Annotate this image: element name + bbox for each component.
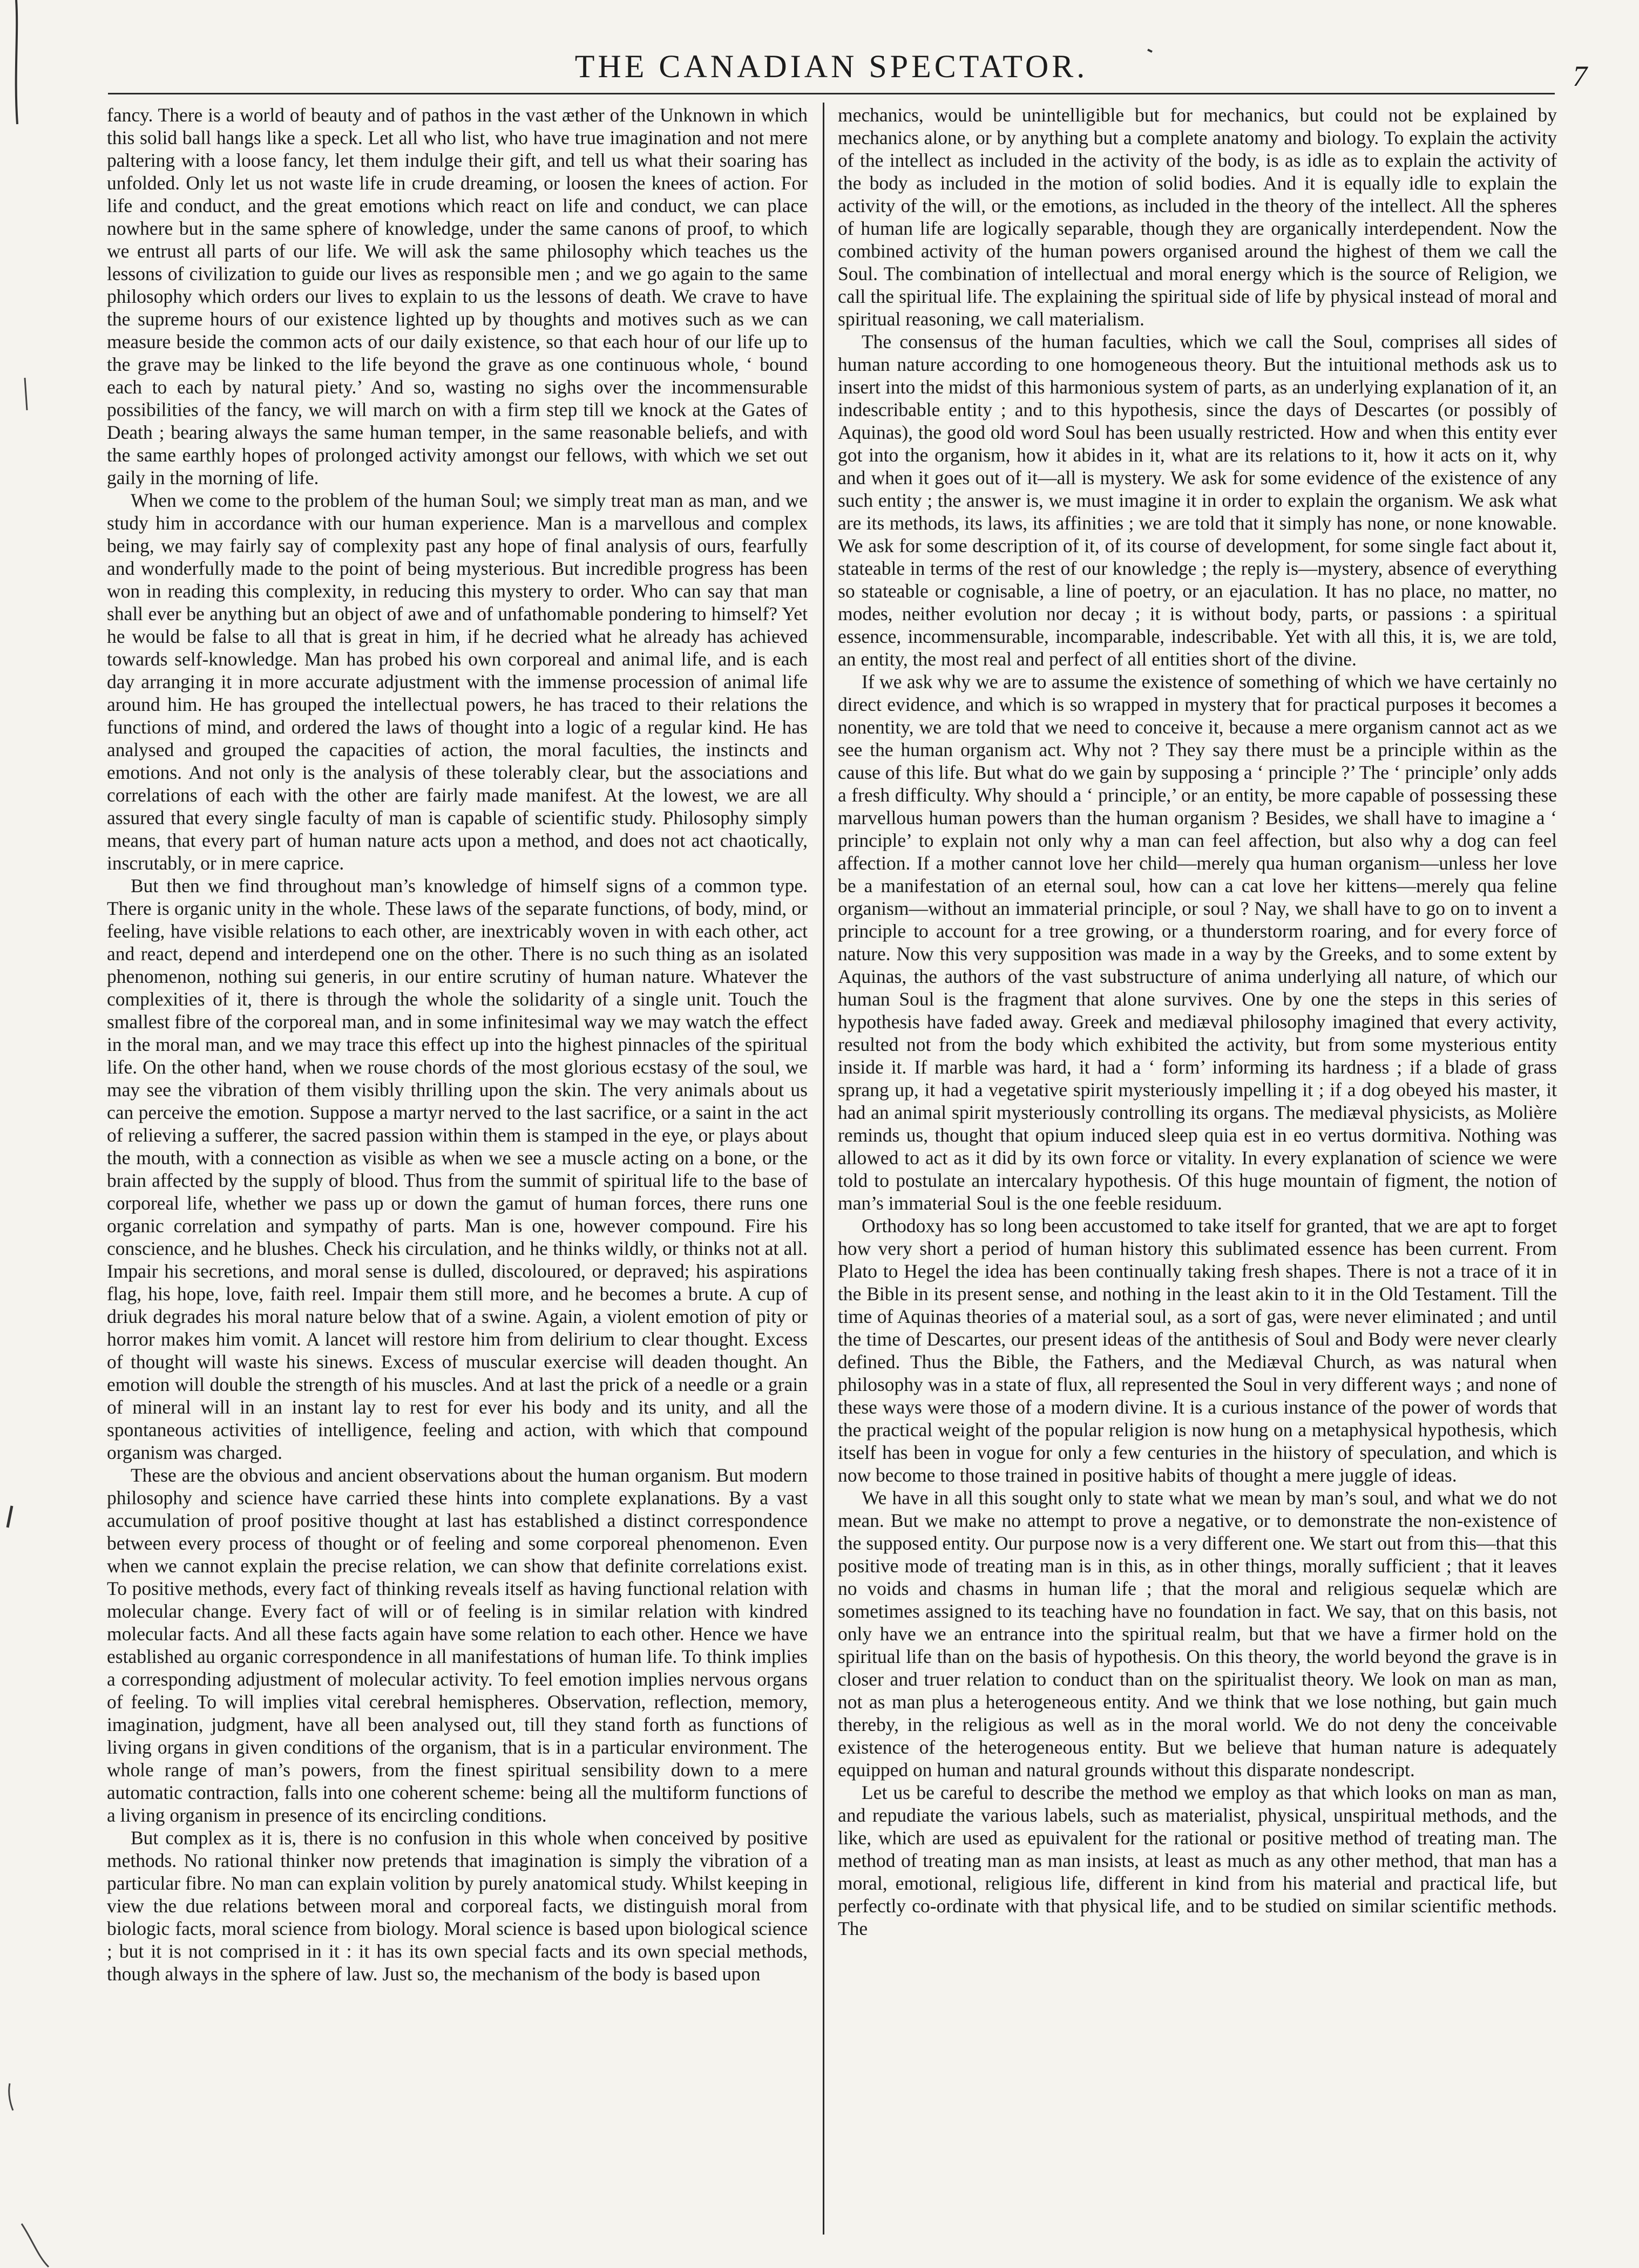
paragraph: The consensus of the human faculties, which we call the Soul, comprises all sides of human nature according to one homogeneous theory. But the intuitional methods ask us to insert into the midst of this harmonious system of parts, as an underlying explanation of it, an indescribable entity ; and to this hypothesis, since the days of Descartes (or possibly of Aquinas), the good old word Soul has been usually restricted. How and when this entity ever got into the organism, how it abides in it, what are its relations to it, how it acts on it, why and when it goes out of it—all is mystery. We ask for some evidence of the existence of any such entity ; the answer is, we must imagine it in order to explain the organism. We ask what are its methods, its laws, its affinities ; we are told that it simply has none, or none knowable. We ask for some description of it, of its course of development, for some single fact about it, stateable in terms of the rest of our knowledge ; the reply is—mystery, absence of everything so stateable or cognisable, a line of poetry, or an ejaculation. It has no place, no matter, no modes, neither evolution nor decay ; it is without body, parts, or passions : a spiritual essence, incommensurable, incomparable, indescribable. Yet with all this, it is, we are told, an entity, the most real and perfect of all entities short of the divine. <box>838 331 1557 670</box>
paragraph: But complex as it is, there is no confusion in this whole when conceived by positive methods. No rational thinker now pretends that imagination is simply the vibration of a particular fibre. No man can explain volition by purely anatomical study. Whilst keeping in view the due relations between moral and corporeal facts, we distinguish moral from biologic facts, moral science from biology. Moral science is based upon biological science ; but it is not comprised in it : it has its own special facts and its own special methods, though always in the sphere of law. Just so, the mechanism of the body is based upon <box>107 1827 808 1985</box>
binding-edge-mark <box>16 0 17 124</box>
paragraph: fancy. There is a world of beauty and of pathos in the vast æther of the Unknown in which this solid ball hangs like a speck. Let all who list, who have true imagination and not mere paltering with a loose fancy, let them indulge their gift, and tell us what their soaring has unfolded. Only let us not waste life in crude dreaming, or loosen the knees of action. For life and conduct, and the great emotions which react on life and conduct, we can place nowhere but in the same sphere of knowledge, under the same canons of proof, to which we entrust all parts of our life. We will ask the same philosophy which teaches us the lessons of civilization to guide our lives as responsible men ; and we go again to the same philosophy which orders our lives to explain to us the lessons of death. We crave to have the supreme hours of our existence lighted up by thoughts and motives such as we can measure beside the common acts of our daily existence, so that each hour of our life up to the grave may be linked to the life beyond the grave as one continuous whole, ‘ bound each to each by natural piety.’ And so, wasting no sighs over the incommensurable possibilities of the fancy, we will march on with a firm step till we knock at the Gates of Death ; bearing always the same human temper, in the same reasonable beliefs, and with the same earthly hopes of prolonged activity amongst our fellows, with which we set out gaily in the morning of life. <box>107 104 808 488</box>
page-header <box>108 43 1587 92</box>
paragraph: These are the obvious and ancient observations about the human organism. But modern philosophy and science have carried these hints into complete explanations. By a vast accumulation of proof positive thought at last has established a distinct correspondence between every process of thought or of feeling and some corporeal phenomenon. Even when we cannot explain the precise relation, we can show that definite correlations exist. To positive methods, every fact of thinking reveals itself as having functional relation with molecular change. Every fact of will or of feeling is in similar relation with kindred molecular facts. And all these facts again have some relation to each other. Hence we have established au organic correspondence in all manifestations of human life. To think implies a corresponding adjustment of molecular activity. To feel emotion implies nervous organs of feeling. To will implies vital cerebral hemispheres. Observation, reflection, memory, imagination, judgment, have all been analysed out, till they stand forth as functions of living organs in given conditions of the organism, that is in a particular environment. The whole range of man’s powers, from the finest spiritual sensibility down to a mere automatic contraction, falls into one coherent scheme: being all the multiform functions of a living organism in presence of its encircling conditions. <box>107 1464 808 1826</box>
left-column <box>107 104 808 2241</box>
paragraph: Let us be careful to describe the method we employ as that which looks on man as man, and repudiate the various labels, such as materialist, physical, unspiritual methods, and the like, which are used as epuivalent for the rational or positive method of treating man. The method of treating man as man insists, at least as much as any other method, that man has a moral, emotional, religious life, different in kind from his material and practical life, but perfectly co-ordinate with that physical life, and to be studied on similar scientific methods. The <box>838 1782 1557 1939</box>
margin-tick-mark <box>8 1506 12 1527</box>
margin-tick-mark <box>9 2083 13 2110</box>
corner-mark <box>22 2224 49 2267</box>
page-number: 7 <box>1573 60 1587 92</box>
right-column <box>838 104 1557 2241</box>
paragraph: But then we find throughout man’s knowledge of himself signs of a common type. There is organic unity in the whole. These laws of the separate functions, of body, mind, or feeling, have visible relations to each other, are inextricably woven in with each other, act and react, depend and interdepend one on the other. There is no such thing as an isolated phenomenon, nothing sui generis, in our entire scrutiny of human nature. Whatever the complexities of it, there is through the whole the solidarity of a single unit. Touch the smallest fibre of the corporeal man, and in some infinitesimal way we may watch the effect in the moral man, and we may trace this effect up into the highest pinnacles of the spiritual life. On the other hand, when we rouse chords of the most glorious ecstasy of the soul, we may see the vibration of them visibly thrilling upon the skin. The very animals about us can perceive the emotion. Suppose a martyr nerved to the last sacrifice, or a saint in the act of relieving a sufferer, the sacred passion within them is stamped in the eye, or plays about the mouth, with a connection as visible as when we see a muscle acting on a bone, or the brain affected by the supply of blood. Thus from the summit of spiritual life to the base of corporeal life, whether we pass up or down the gamut of human forces, there runs one organic correlation and sympathy of parts. Man is one, however compound. Fire his conscience, and he blushes. Check his circulation, and he thinks wildly, or thinks not at all. Impair his secretions, and moral sense is dulled, discoloured, or depraved; his aspirations flag, his hope, love, faith reel. Impair them still more, and he becomes a brute. A cup of driuk degrades his moral nature below that of a swine. Again, a violent emotion of pity or horror makes him vomit. A lancet will restore him from delirium to clear thought. Excess of thought will waste his sinews. Excess of muscular exercise will deaden thought. An emotion will double the strength of his muscles. And at last the prick of a needle or a grain of mineral will in an instant lay to rest for ever his body and its unity, and all the spontaneous activities of intelligence, feeling and action, with which that compound organism was charged. <box>107 875 808 1463</box>
paragraph: When we come to the problem of the human Soul; we simply treat man as man, and we study him in accordance with our human experience. Man is a marvellous and complex being, we may fairly say of complexity past any hope of final analysis of ours, fearfully and wonderfully made to the point of being mysterious. But incredible progress has been won in reading this complexity, in reducing this mystery to order. Who can say that man shall ever be anything but an object of awe and of unfathomable pondering to himself? Yet he would be false to all that is great in him, if he decried what he already has achieved towards self-knowledge. Man has probed his own corporeal and animal life, and is each day arranging it in more accurate adjustment with the immense procession of animal life around him. He has grouped the intellectual powers, he has traced to their relations the functions of mind, and ordered the laws of thought into a logic of a regular kind. He has analysed and grouped the capacities of action, the moral faculties, the instincts and emotions. And not only is the analysis of these tolerably clear, but the associations and correlations of each with the other are fairly made manifest. At the lowest, we are all assured that every single faculty of man is capable of scientific study. Philosophy simply means, that every part of human nature acts upon a method, and does not act chaotically, inscrutably, or in mere caprice. <box>107 490 808 874</box>
paragraph: Orthodoxy has so long been accustomed to take itself for granted, that we are apt to forget how very short a period of human history this sublimated essence has been current. From Plato to Hegel the idea has been continually taking fresh shapes. There is not a trace of it in the Bible in its present sense, and nothing in the least akin to it in the Old Testament. Till the time of Aquinas theories of a material soul, as a sort of gas, were never eliminated ; and until the time of Descartes, our present ideas of the antithesis of Soul and Body were never clearly defined. Thus the Bible, the Fathers, and the Mediæval Church, as was natural when philosophy was in a state of flux, all represented the Soul in very different ways ; and none of these ways were those of a modern divine. It is a curious instance of the power of words that the practical weight of the popular religion is now hung on a metaphysical hypothesis, which itself has been in vogue for only a few centuries in the hiistory of speculation, and which is now become to those trained in positive habits of thought a mere juggle of ideas. <box>838 1215 1557 1486</box>
paragraph: We have in all this sought only to state what we mean by man’s soul, and what we do not mean. But we make no attempt to prove a negative, or to demonstrate the non-existence of the supposed entity. Our purpose now is a very different one. We start out from this—that this positive mode of treating man is in this, as in other things, morally sufficient ; that it leaves no voids and chasms in human life ; that the moral and religious sequelæ which are sometimes assigned to its teaching have no foundation in fact. We say, that on this basis, not only have we an entrance into the spiritual realm, but that we have a firmer hold on the spiritual life than on the basis of hypothesis. On this theory, the world beyond the grave is in closer and truer relation to conduct than on the spiritualist theory. We look on man as man, not as man plus a heterogeneous entity. And we think that we lose nothing, but gain much thereby, in the religious as well as in the moral world. We do not deny the conceivable existence of the heterogeneous entity. But we believe that human nature is adequately equipped on human and natural grounds without this disparate nondescript. <box>838 1487 1557 1781</box>
paragraph: mechanics, would be unintelligible but for mechanics, but could not be explained by mechanics alone, or by anything but a complete anatomy and biology. To explain the activity of the intellect as included in the activity of the body, is as idle as to explain the activity of the body as included in the motion of solid bodies. And it is equally idle to explain the activity of the will, or the emotions, as included in the theory of the intellect. All the spheres of human life are logically separable, though they are organically interdependent. Now the combined activity of the human powers organised around the highest of them we call the Soul. The combination of intellectual and moral energy which is the source of Religion, we call the spiritual life. The explaining the spiritual side of life by physical instead of moral and spiritual reasoning, we call materialism. <box>838 104 1557 330</box>
column-divider <box>823 103 824 2235</box>
header-rule <box>108 93 1555 94</box>
masthead: THE CANADIAN SPECTATOR. <box>574 49 1088 84</box>
margin-tick-mark <box>25 378 27 410</box>
paragraph: If we ask why we are to assume the existence of something of which we have certainly no direct evidence, and which is so wrapped in mystery that for practical purposes it becomes a nonentity, we are told that we need to conceive it, because a mere organism cannot act as we see the human organism act. Why not ? They say there must be a principle within as the cause of this life. But what do we gain by supposing a ‘ principle ?’ The ‘ principle’ only adds a fresh difficulty. Why should a ‘ principle,’ or an entity, be more capable of possessing these marvellous human powers than the human organism ? Besides, we shall have to imagine a ‘ principle’ to explain not only why a man can feel affection, but also why a dog can feel affection. If a mother cannot love her child—merely qua human organism—unless her love be a manifestation of an eternal soul, how can a cat love her kittens—merely qua feline organism—without an immaterial principle, or soul ? Nay, we shall have to go on to invent a principle to account for a tree growing, or a thunderstorm roaring, and for every force of nature. Now this very supposition was made in a way by the Greeks, and to some extent by Aquinas, the authors of the vast substructure of anima underlying all nature, of which our human Soul is the fragment that alone survives. One by one the steps in this series of hypothesis have faded away. Greek and mediæval philosophy imagined that every activity, resulted not from the body which exhibited the activity, but from some mysterious entity inside it. If marble was hard, it had a ‘ form’ informing its hardness ; if a blade of grass sprang up, it had a vegetative spirit mysteriously impelling it ; if a dog obeyed his master, it had an animal spirit mysteriously controlling its organs. The mediæval physicists, as Molière reminds us, thought that opium induced sleep quia est in eo vertus dormitiva. Nothing was allowed to act as it did by its own force or vitality. In every explanation of science we were told to postulate an intercalary hypothesis. Of this huge mountain of figment, the notion of man’s immaterial Soul is the one feeble residuum. <box>838 671 1557 1214</box>
